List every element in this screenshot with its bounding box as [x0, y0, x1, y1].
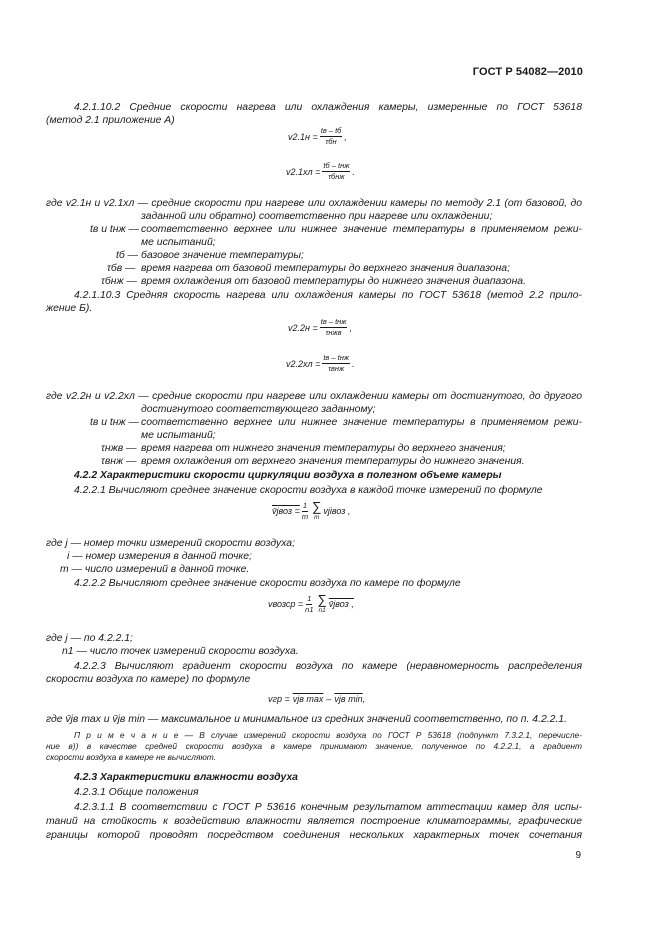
note-line2: ние в)) в качестве средней скорости воздуха в камере принимают значение, полученное по 4.2.2.1, а градиент: [46, 741, 582, 751]
definition-tv-tnzh-2: соответственно верхнее или нижнее значение температуры в применяемом режи-: [141, 417, 582, 428]
definition-term-tau-nzhv: τнжв —: [101, 443, 137, 454]
formula-lhs: v2.1н =: [288, 131, 318, 142]
fraction-denominator: τнжв: [325, 328, 342, 337]
section-4-2-3-title: 4.2.3 Характеристики влажности воздуха: [74, 772, 298, 783]
formula-tail: .: [352, 166, 355, 177]
paragraph-4-2-3-1-1-line2: таний на стойкость к воздействию влажности является построение климатограммы, графические: [46, 816, 582, 827]
paragraph-4-2-2-3-line2: скорости воздуха по камере) по формуле: [46, 674, 251, 685]
formula-v22-heat: [288, 318, 352, 337]
definition-term-tb: tб —: [116, 250, 139, 261]
definition-tau-bnzh: время охлаждения от базовой температуры до нижнего значения диапазона.: [141, 276, 526, 287]
formula-vj-voz: [272, 500, 350, 522]
paragraph-4-2-1-10-2-line1: 4.2.1.10.2 Средние скорости нагрева или охлаждения камеры, измеренные по ГОСТ 53618: [74, 102, 582, 113]
sum-limit: n1: [318, 607, 326, 614]
formula-term-min: vjв min: [334, 694, 363, 704]
definition-tv-tnzh-cont: ме испытаний;: [141, 237, 216, 248]
formula-tail: ,: [362, 694, 366, 704]
definition-tau-vnzh: время охлаждения от верхнего значения температуры до нижнего значения.: [141, 456, 525, 467]
formula-fraction: [322, 354, 350, 373]
definition-j: где j — номер точки измерений скорости воздуха;: [46, 538, 295, 549]
formula-tail: ,: [344, 131, 347, 142]
paragraph-4-2-2-1: 4.2.2.1 Вычисляют среднее значение скорости воздуха в каждой точке измерений по формуле: [74, 485, 543, 496]
sum-limit: m: [314, 514, 320, 521]
section-4-2-2-title: 4.2.2 Характеристики скорости циркуляции воздуха в полезном объеме камеры: [74, 470, 502, 481]
paragraph-4-2-3-1-1-line1: 4.2.3.1.1 В соответствии с ГОСТ Р 53616 конечным результатом аттестации камер для испы-: [74, 802, 582, 813]
formula-v-vozsr: [268, 593, 354, 615]
paragraph-4-2-2-3-line1: 4.2.2.3 Вычисляют градиент скорости воздуха по камере (неравномерность распределения: [74, 661, 582, 672]
formula-tail: ,: [349, 322, 352, 333]
fraction-denominator: τвнж: [328, 364, 345, 373]
formula-minus: –: [326, 694, 332, 704]
formula-fraction: [305, 595, 313, 614]
paragraph-4-2-1-10-3-line1: 4.2.1.10.3 Средняя скорость нагрева или охлаждения камеры по ГОСТ 53618 (метод 2.2 прило-: [74, 290, 582, 301]
fraction-numerator: tв – tб: [320, 126, 342, 135]
fraction-numerator: tв – tнж: [320, 317, 347, 326]
formula-lhs: vвозср =: [268, 599, 304, 609]
definition-tv-tnzh-2-cont: ме испытаний;: [141, 430, 216, 441]
definition-term-tau-bv: τбв —: [107, 263, 136, 274]
definition-tv-tnzh: соответственно верхнее или нижнее значение температуры в применяемом режи-: [141, 224, 582, 235]
formula-lhs: v2.1хл =: [286, 166, 321, 177]
note-line3: скорости воздуха в камере не вычисляют.: [46, 752, 216, 762]
definition-tau-nzhv: время нагрева от нижнего значения температуры до верхнего значения;: [141, 443, 506, 454]
formula-fraction: [320, 318, 348, 337]
definition-term-tv-tnzh-2: tв и tнж —: [90, 417, 139, 428]
formula-lhs: v̄jвоз =: [272, 506, 300, 516]
fraction-denominator: m: [301, 511, 309, 521]
formula-v22-cool: [286, 354, 355, 373]
sum-sign: ∑ n1: [317, 592, 327, 614]
fraction-numerator: tв – tнж: [323, 353, 350, 362]
definition-v21: где v2.1н и v2.1хл — средние скорости при нагреве или охлаждении камеры по методу 2.1 (от базовой, до: [46, 198, 582, 209]
formula-v21-cool: [286, 162, 355, 181]
formula-lhs: v2.2н =: [288, 322, 318, 333]
definition-i: i — номер измерения в данной точке;: [67, 551, 252, 562]
formula-rhs: v̄jвоз ,: [328, 599, 354, 609]
definition-tb: базовое значение температуры;: [141, 250, 304, 261]
definition-term-tau-bnzh: τбнж —: [101, 276, 137, 287]
sum-sign: ∑ m: [312, 499, 322, 521]
formula-term-max: vjв max: [292, 694, 324, 704]
paragraph-4-2-3-1-1-line3: границы которой проводят посредством соединения нескольких характерных точек сочетания: [46, 830, 582, 841]
definition-term-tau-vnzh: τвнж —: [101, 456, 137, 467]
fraction-numerator: tб – tнж: [323, 161, 350, 170]
fraction-denominator: τбнж: [328, 172, 345, 181]
formula-rhs: vjiвоз ,: [323, 506, 351, 516]
paragraph-4-2-1-10-2-line2: (метод 2.1 приложение А): [46, 115, 175, 126]
definition-tau-bv: время нагрева от базовой температуры до верхнего значения диапазона;: [141, 263, 510, 274]
section-4-2-3-1-title: 4.2.3.1 Общие положения: [74, 787, 199, 798]
definition-term-tv-tnzh: tв и tнж —: [90, 224, 139, 235]
definition-v22-cont: достигнутого соответствующего заданному;: [141, 404, 376, 415]
fraction-numerator: 1: [307, 593, 312, 603]
page-number: 9: [575, 850, 581, 861]
formula-fraction: [320, 127, 343, 146]
formula-v-gr: [268, 694, 365, 704]
fraction-denominator: τбн: [325, 137, 337, 146]
formula-lhs: vгр =: [268, 694, 290, 704]
definition-j-ref: где j — по 4.2.2.1;: [46, 633, 133, 644]
definition-v22: где v2.2н и v2.2хл — средние скорости при нагреве или охлаждении камеры от достигнутого, до другого: [46, 391, 582, 402]
formula-lhs: v2.2хл =: [286, 358, 321, 369]
formula-v21-heat: [288, 127, 347, 146]
definition-n1: n1 — число точек измерений скорости воздуха.: [62, 646, 299, 657]
formula-tail: .: [352, 358, 355, 369]
paragraph-4-2-2-2: 4.2.2.2 Вычисляют среднее значение скорости воздуха по камере по формуле: [74, 578, 461, 589]
fraction-numerator: 1: [302, 500, 308, 510]
fraction-denominator: n1: [305, 604, 314, 614]
paragraph-4-2-1-10-3-line2: жение Б).: [46, 303, 93, 314]
formula-fraction: [322, 162, 350, 181]
standard-header: ГОСТ Р 54082—2010: [472, 66, 583, 78]
note-line1: П р и м е ч а н и е — В случае измерений скорости воздуха по ГОСТ Р 53618 (подпункт 7.3.2.1, перечисле-: [74, 730, 582, 740]
definition-vjv-max-min: где v̄jв max и v̄jв min — максимальное и минимальное из средних значений соответственно, по п. 4.2.2.1.: [46, 714, 567, 725]
definition-v21-cont: заданной или обратно) соответственно при нагреве или охлаждении;: [141, 211, 493, 222]
definition-m: m — число измерений в данной точке.: [60, 564, 250, 575]
formula-fraction: [302, 502, 308, 521]
